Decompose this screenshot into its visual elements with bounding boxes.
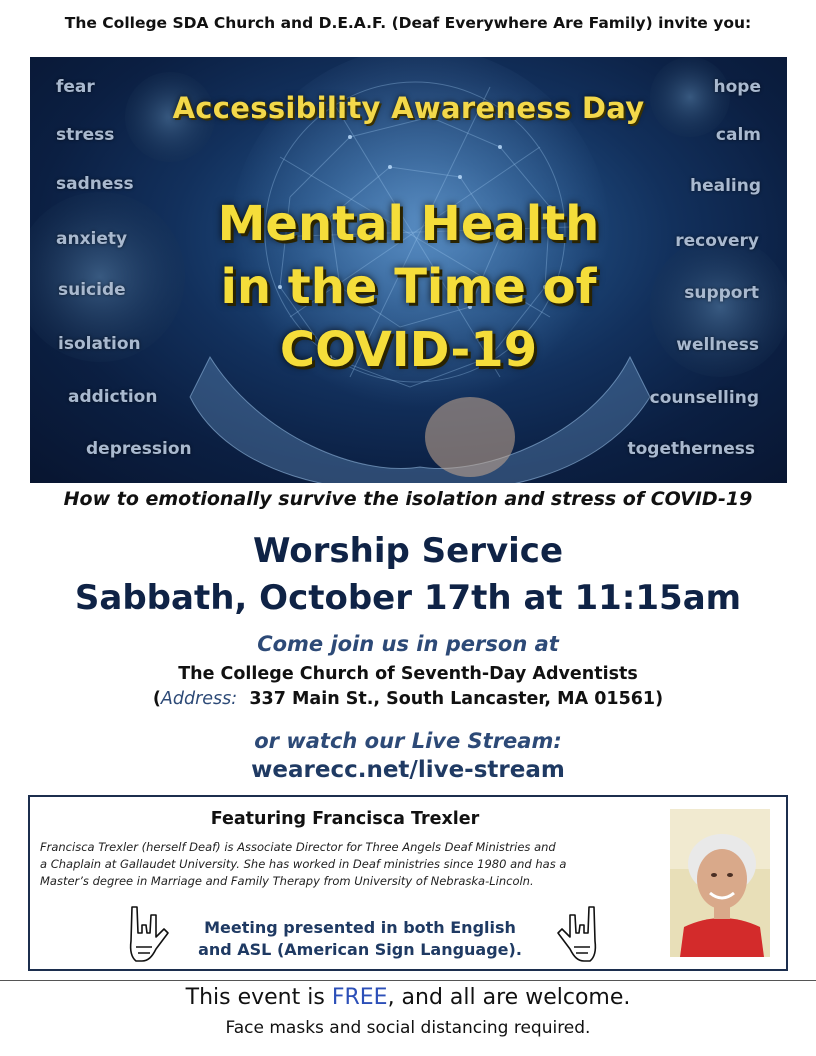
asl-i-love-you-hand-icon [556, 903, 604, 967]
asl-i-love-you-hand-icon [122, 903, 170, 967]
hero-title-line1: Mental Health [217, 196, 600, 252]
hero-title-line3: COVID-19 [279, 322, 538, 378]
right-word-support: support [684, 283, 759, 303]
deaf-word-part: verywhere [455, 14, 554, 32]
right-word-healing: healing [689, 176, 761, 196]
left-word-isolation: isolation [58, 334, 141, 354]
address-paren: ( [152, 689, 161, 709]
hero-title [30, 193, 787, 382]
hero-banner [30, 57, 787, 483]
deaf-word-part: amily) invite you: [598, 14, 752, 32]
free-highlight: FREE [331, 985, 388, 1010]
address-label: Address: [160, 689, 238, 709]
free-event-line [0, 985, 816, 1010]
address-value: 337 Main St., South Lancaster, MA 01561) [249, 689, 664, 709]
tagline: How to emotionally survive the isolation and stress of COVID-19 [63, 488, 753, 510]
deaf-letter-a: A [553, 14, 566, 32]
left-word-suicide: suicide [58, 280, 126, 300]
speaker-bio-line: Francisca Trexler (herself Deaf) is Associate Director for Three Angels Deaf Ministries and [40, 840, 556, 854]
deaf-word-part: re [565, 14, 589, 32]
right-word-wellness: wellness [676, 335, 759, 355]
free-text-post: , and all are welcome. [387, 985, 631, 1010]
right-word-togetherness: togetherness [627, 439, 755, 459]
live-stream-text: or watch our Live Stream: [254, 729, 562, 753]
hero-subtitle: Accessibility Awareness Day [172, 91, 645, 125]
join-text: Come join us in person at [257, 632, 559, 656]
left-word-anxiety: anxiety [56, 229, 128, 249]
right-word-counselling: counselling [649, 388, 759, 408]
invite-text: The College SDA Church and D.E.A.F. ( [64, 14, 399, 32]
right-word-calm: calm [715, 125, 761, 145]
left-word-addiction: addiction [68, 387, 158, 407]
feature-title: Featuring Francisca Trexler [210, 809, 480, 829]
speaker-bio-line: a Chaplain at Gallaudet University. She has worked in Deaf ministries since 1980 and has a [40, 857, 567, 871]
hero-title-line2: in the Time of [220, 259, 597, 315]
deaf-letter-f: F [588, 14, 599, 32]
left-word-fear: fear [56, 77, 95, 97]
speaker-feature-box [28, 795, 788, 971]
language-note [170, 917, 550, 961]
free-text-pre: This event is [185, 985, 332, 1010]
deaf-letter-d: D [398, 14, 412, 32]
footer-divider [0, 980, 816, 981]
speaker-photo [670, 809, 770, 957]
speaker-bio [40, 839, 650, 890]
mask-requirement: Face masks and social distancing required. [225, 1018, 591, 1038]
service-datetime: Sabbath, October 17th at 11:15am [74, 578, 742, 618]
language-note-line: Meeting presented in both English [204, 918, 516, 937]
live-stream-url[interactable]: wearecc.net/live-stream [251, 757, 565, 783]
deaf-word-part: eaf [411, 14, 445, 32]
deaf-letter-e: E [444, 14, 456, 32]
speaker-bio-line: Master’s degree in Marriage and Family Therapy from University of Nebraska-Lincoln. [40, 874, 534, 888]
service-heading [0, 528, 816, 622]
left-word-stress: stress [56, 125, 115, 145]
address-line [0, 689, 816, 709]
church-name: The College Church of Seventh-Day Adventists [178, 664, 638, 684]
invite-header [0, 14, 816, 32]
right-word-recovery: recovery [675, 231, 759, 251]
left-word-sadness: sadness [56, 174, 134, 194]
right-word-hope: hope [713, 77, 761, 97]
language-note-line: and ASL (American Sign Language). [198, 940, 522, 959]
service-title: Worship Service [252, 531, 564, 571]
left-word-depression: depression [86, 439, 192, 459]
